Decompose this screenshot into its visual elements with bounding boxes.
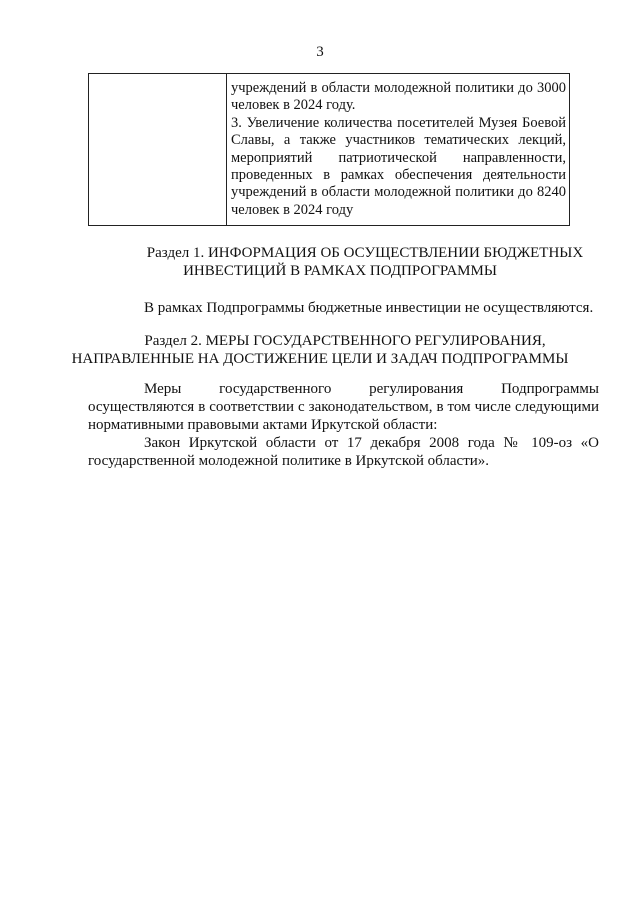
indicator-text-continuation: учреждений в области молодежной политики до 3000 человек в 2024 году. (231, 80, 566, 114)
indicator-text-item-3: 3. Увеличение количества посетителей Музея Боевой Славы, а также участников тематических лекций, мероприятий патриотической направленности, проведенных в рамках обеспечения деятельности учреждений в области молодежной политики до 8240 человек в 2024 году (231, 114, 566, 218)
section-1-body: В рамках Подпрограммы бюджетные инвестиции не осуществляются. (144, 300, 594, 316)
section-1-heading-line-2: ИНВЕСТИЦИЙ В РАМКАХ ПОДПРОГРАММЫ (183, 263, 497, 279)
section-1-heading-line-1: Раздел 1. ИНФОРМАЦИЯ ОБ ОСУЩЕСТВЛЕНИИ БЮДЖЕТНЫХ (146, 245, 584, 261)
section-2-paragraph-2: Закон Иркутской области от 17 декабря 2008 года № 109-оз «О государственной молодежной политике в Иркутской области». (88, 435, 599, 469)
table-cell-empty (89, 74, 227, 226)
table-row (89, 74, 570, 226)
continuation-table (88, 73, 570, 226)
table-cell-indicators (227, 74, 570, 226)
section-2-heading-line-2: НАПРАВЛЕННЫЕ НА ДОСТИЖЕНИЕ ЦЕЛИ И ЗАДАЧ ПОДПРОГРАММЫ (71, 351, 569, 367)
section-2-heading (0, 332, 640, 368)
section-2-paragraph-1: Меры государственного регулирования Подпрограммы осуществляются в соответствии с законодательством, в том числе следующими нормативными правовыми актами Иркутской области: (88, 381, 599, 433)
section-2-heading-line-1: Раздел 2. МЕРЫ ГОСУДАРСТВЕННОГО РЕГУЛИРОВАНИЯ, (144, 333, 546, 349)
section-1-heading (0, 244, 640, 280)
page-number: 3 (316, 44, 324, 60)
